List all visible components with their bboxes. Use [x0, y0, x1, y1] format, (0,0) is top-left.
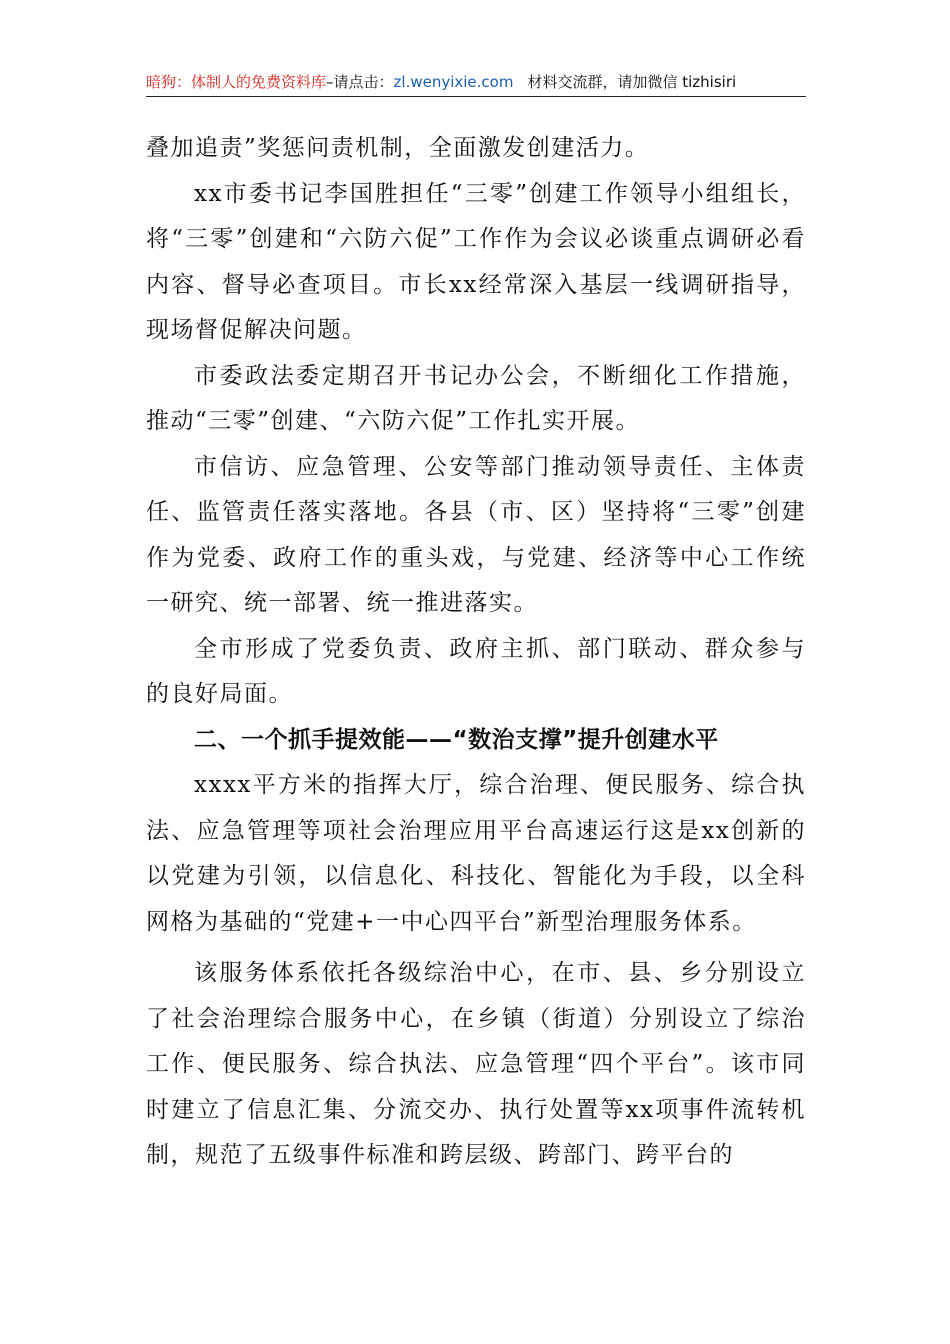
paragraph-1: 叠加追责”奖惩问责机制，全面激发创建活力。	[146, 135, 650, 161]
paragraph-3: 市委政法委定期召开书记办公会，不断细化工作措施，推动“三零”创建、“六防六促”工作扎实开展。	[146, 362, 806, 434]
document-body	[146, 126, 806, 1179]
paragraph-6: xxxx平方米的指挥大厅，综合治理、便民服务、综合执法、应急管理等项社会治理应用平台高速运行这是xx创新的以党建为引领，以信息化、科技化、智能化为手段，以全科网格为基础的“党建+一中心四平台”新型治理服务体系。	[146, 772, 806, 935]
paragraph-4: 市信访、应急管理、公安等部门推动领导责任、主体责任、监管责任落实落地。各县（市、区）坚持将“三零”创建作为党委、政府工作的重头戏，与党建、经济等中心工作统一研究、统一部署、统一推进落实。	[146, 453, 806, 616]
paragraph-7: 该服务体系依托各级综治中心，在市、县、乡分别设立了社会治理综合服务中心，在乡镇（街道）分别设立了综治工作、便民服务、综合执法、应急管理“四个平台”。该市同时建立了信息汇集、分流交办、执行处置等xx项事件流转机制，规范了五级事件标准和跨层级、跨部门、跨平台的	[146, 960, 806, 1168]
header-link[interactable]: zl.wenyixie.com	[393, 73, 514, 91]
page-header	[146, 70, 806, 94]
paragraph-5: 全市形成了党委负责、政府主抓、部门联动、群众参与的良好局面。	[146, 635, 806, 707]
header-brand: 暗狗：体制人的免费资料库	[146, 73, 327, 91]
section-heading: 二、一个抓手提效能——“数治支撑”提升创建水平	[194, 726, 719, 753]
paragraph-2: xx市委书记李国胜担任“三零”创建工作领导小组组长，将“三零”创建和“六防六促”工作作为会议必谈重点调研必看内容、督导必查项目。市长xx经常深入基层一线调研指导，现场督促解决问题。	[146, 180, 806, 343]
header-group: 材料交流群，请加微信 tizhisiri	[527, 73, 737, 91]
header-prompt: –请点击：	[326, 73, 394, 91]
header-divider	[146, 96, 806, 97]
